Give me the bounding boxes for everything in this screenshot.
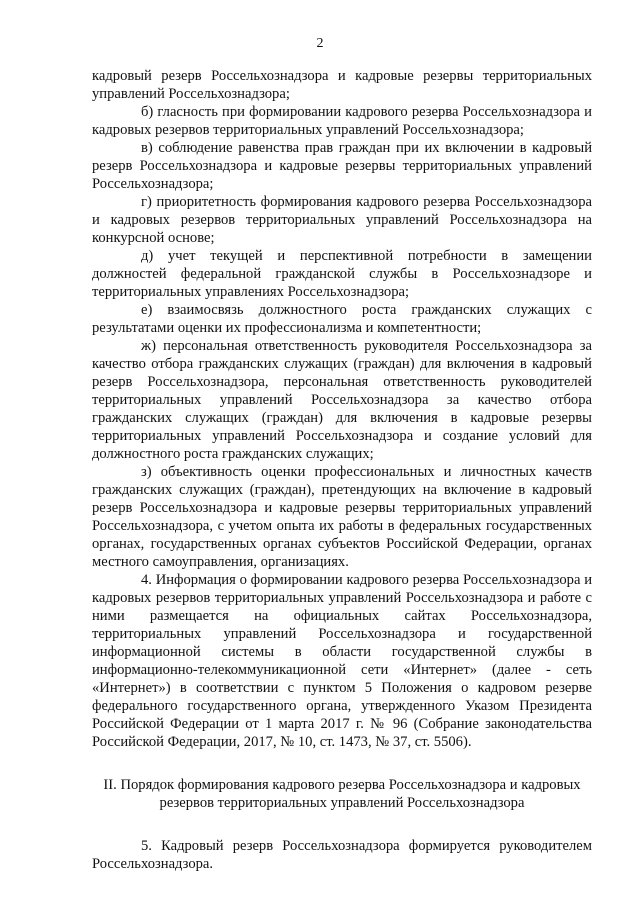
section-heading-line-2: резервов территориальных управлений Россельхознадзора	[159, 795, 525, 811]
paragraph-item-g: г) приоритетность формирования кадрового резерва Россельхознадзора и кадровых резервов территориальных управлений Россельхознадзора на конкурсной основе;	[92, 194, 592, 246]
paragraph-clause-5: 5. Кадровый резерв Россельхознадзора формируется руководителем Россельхознадзора.	[92, 838, 592, 872]
document-body	[92, 67, 592, 873]
paragraph-item-zh: ж) персональная ответственность руководителя Россельхознадзора за качество отбора гражданских служащих (граждан) для включения в кадровый резерв Россельхознадзора, персональная ответственность руководителей территориальных управлений Россельхознадзора за качество отбора гражданских служащих (граждан) для включения в кадровые резервы территориальных управлений Россельхознадзора и создание условий для должностного роста гражданских служащих;	[92, 338, 592, 462]
paragraph-clause-4: 4. Информация о формировании кадрового резерва Россельхознадзора и кадровых резервов территориальных управлений Россельхознадзора и работе с ними размещается на официальных сайтах Россельхознадзора, территориальных управлений Россельхознадзора и государственной информационной системы в области государственной службы в информационно-телекоммуникационной сети «Интернет» (далее - сеть «Интернет») в соответствии с пунктом 5 Положения о кадровом резерве федерального государственного органа, утвержденного Указом Президента Российской Федерации от 1 марта 2017 г. № 96 (Собрание законодательства Российской Федерации, 2017, № 10, ст. 1473, № 37, ст. 5506).	[92, 572, 592, 750]
paragraph-item-v: в) соблюдение равенства прав граждан при их включении в кадровый резерв Россельхознадзора и кадровые резервы территориальных управлений Россельхознадзора;	[92, 140, 592, 192]
paragraph-item-e: е) взаимосвязь должностного роста гражданских служащих с результатами оценки их профессионализма и компетентности;	[92, 302, 592, 336]
page-number: 2	[316, 36, 324, 51]
paragraph-item-d: д) учет текущей и перспективной потребности в замещении должностей федеральной гражданской службы в Россельхознадзоре и территориальных управлениях Россельхознадзора;	[92, 248, 592, 300]
paragraph-item-b: б) гласность при формировании кадрового резерва Россельхознадзора и кадровых резервов территориальных управлений Россельхознадзора;	[92, 104, 592, 138]
section-heading	[92, 776, 592, 812]
section-heading-line-1: II. Порядок формирования кадрового резерва Россельхознадзора и кадровых	[103, 777, 581, 793]
paragraph-item-z: з) объективность оценки профессиональных и личностных качеств гражданских служащих (граждан), претендующих на включение в кадровый резерв Россельхознадзора и кадровые резервы территориальных управлений Россельхознадзора, с учетом опыта их работы в федеральных государственных органах, государственных органах субъектов Российской Федерации, органах местного самоуправления, организациях.	[92, 464, 592, 570]
paragraph-continuation: кадровый резерв Россельхознадзора и кадровые резервы территориальных управлений Россельхознадзора;	[92, 68, 592, 102]
